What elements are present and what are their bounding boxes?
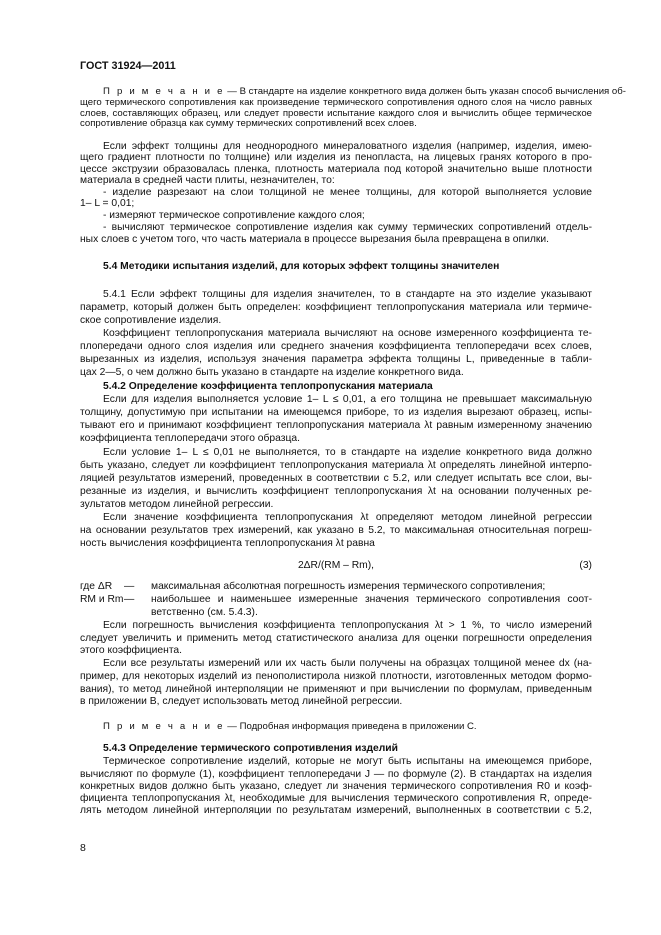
formula-number: (3) (579, 560, 592, 571)
text-line: Если условие 1– L ≤ 0,01 не выполняется, то в стандарте на изделие конкретного вида должно (103, 447, 592, 458)
section-heading-5-4: 5.4 Методики испытания изделий, для которых эффект толщины значителен (103, 261, 500, 272)
legend-symbol: RM и Rm (80, 594, 124, 605)
section-heading-5-4-2: 5.4.2 Определение коэффициента теплопропускания материала (103, 381, 433, 392)
legend-symbol: где ΔR (80, 581, 113, 592)
text-line: Если эффект толщины для неоднородного минераловатного изделия (например, изделия, имею- (103, 141, 592, 152)
text-line: ных слоев с учетом того, что часть материала в процессе вырезания была превращена в опилки. (80, 234, 549, 245)
text-line: вания), то метод линейной интерполяции не применяют и при вычислении по формулам, приведенным (80, 684, 592, 695)
page-number: 8 (80, 842, 86, 854)
list-item: - измеряют термическое сопротивление каждого слоя; (103, 210, 365, 221)
legend-dash: — (124, 594, 135, 605)
text-line: этого коэффициента. (80, 645, 183, 656)
text-line: параметр, который должен быть определен: коэффициент теплопропускания материала или термиче- (80, 302, 592, 313)
text-line: конкретных видов должно быть указано, следует ли значения термического сопротивления R0 и коэф- (80, 781, 592, 792)
text-line: следует увеличить и применить метод статистического анализа для оценки погрешности определения (80, 633, 592, 644)
document-header: ГОСТ 31924—2011 (80, 60, 176, 72)
text-line: быть указано, следует ли коэффициент теплопропускания материала λt определять линейной интерпо- (80, 460, 592, 471)
text-line: ность вычисления коэффициента теплопропускания λt равна (80, 538, 375, 549)
text-line: вырезанных из изделия, используя значения параметра эффекта толщины L, приведенные в табли- (80, 354, 592, 365)
note-label: П р и м е ч а н и е (103, 721, 225, 732)
text-line: резанные из изделия, и вычислить коэффициент теплопропускания λt на основании полученных ре- (80, 486, 592, 497)
note-line: сопротивление образца как сумму термических сопротивлений всех слоев. (80, 118, 417, 129)
section-heading-5-4-3: 5.4.3 Определение термического сопротивления изделий (103, 743, 398, 754)
text-line: щего градиент плотности по толщине) или изделия из пенопласта, на лицевых гранях которого в про- (80, 152, 592, 163)
text-line: Если все результаты измерений или их часть были получены на образцах толщиной менее dx (на- (103, 658, 592, 669)
text-line: вычисляют по формуле (1), коэффициент теплопередачи J — по формуле (2). В стандартах на изделия (80, 769, 592, 780)
text-line: Термическое сопротивление изделий, которые не могут быть испытаны на имеющемся приборе, (103, 756, 592, 767)
text-line: Если погрешность вычисления коэффициента теплопропускания λt > 1 %, то число измерений (103, 620, 592, 631)
note-2: П р и м е ч а н и е — Подробная информация приведена в приложении С. (103, 721, 477, 732)
text-line: ское сопротивление изделия. (80, 315, 222, 326)
legend-dash: — (124, 581, 135, 592)
note-line: щего термического сопротивления как произведение термического сопротивления одного слоя на число равных (80, 97, 592, 108)
text-line: 5.4.1 Если эффект толщины для изделия значителен, то в стандарте на это изделие указывают (103, 289, 592, 300)
text-line: коэффициента теплопередачи этого образца. (80, 433, 300, 444)
note-line: слоев, составляющих образец, или следует провести испытание каждого слоя и вычислить общее термическое (80, 108, 592, 119)
list-item: - изделие разрезают на слои толщиной не менее толщины, для которой выполняется условие (103, 187, 592, 198)
text-line: пример, для некоторых изделий из пенополистирола низкой плотности, изготовленных методом формо- (80, 671, 592, 682)
text-line: зультатов методом линейной регрессии. (80, 499, 274, 510)
formula-3: 2ΔR/(RM – Rm), (297, 560, 375, 571)
legend-text: наибольшее и наименьшее измеренные значения термического сопротивления соот- (151, 594, 592, 605)
text-line: на основании результатов трех измерений, как указано в 5.2, то максимальная относительная погреш- (80, 525, 592, 536)
legend-text: ветственно (см. 5.4.3). (151, 607, 258, 618)
text-line: фициента теплопропускания λt, необходимые для вычисления термического сопротивления R, опреде- (80, 793, 592, 804)
text-line: цах 2—5, о чем должно быть указано в стандарте на изделие конкретного вида. (80, 367, 464, 378)
text-line: толщину, допустимую при испытании на имеющемся приборе, то из изделия вырезают образец, испы- (80, 407, 592, 418)
note-line: П р и м е ч а н и е — В стандарте на изделие конкретного вида должен быть указан способ вычисления об- (103, 86, 626, 97)
text-line: 1– L = 0,01; (80, 198, 135, 209)
legend-text: максимальная абсолютная погрешность измерения термического сопротивления; (151, 581, 546, 592)
text-line: тывают его и принимают коэффициент теплопропускания материала λt равным измеренному значению (80, 420, 592, 431)
text-line: лять методом линейной интерполяции по результатам измерений, выполненных в соответствии с 5.2, (80, 805, 592, 816)
text-line: Если для изделия выполняется условие 1– L ≤ 0,01, а его толщина не превышает максимальную (103, 394, 592, 405)
text-line: цессе экструзии образовалась пленка, плотность материала под которой значительно выше плотности (80, 164, 592, 175)
text-line: Коэффициент теплопропускания материала вычисляют на основе измеренного коэффициента те- (103, 328, 592, 339)
text-line: в приложении В, следует использовать метод линейной регрессии. (80, 696, 403, 707)
text-line: ляцией результатов измерений, проведенных в соответствии с 5.2, или следует испытать все слои, вы- (80, 473, 592, 484)
text-line: материала в средней части плиты, незначителен, то: (80, 175, 335, 186)
note-label: П р и м е ч а н и е (103, 86, 225, 97)
text-line: плопередачи одного слоя изделия или среднего значения коэффициента теплопередачи всех слоев, (80, 341, 592, 352)
list-item: - вычисляют термическое сопротивление изделия как сумму термических сопротивлений отдель- (103, 222, 592, 233)
text-line: Если значение коэффициента теплопропускания λt определяют методом линейной регрессии (103, 512, 592, 523)
